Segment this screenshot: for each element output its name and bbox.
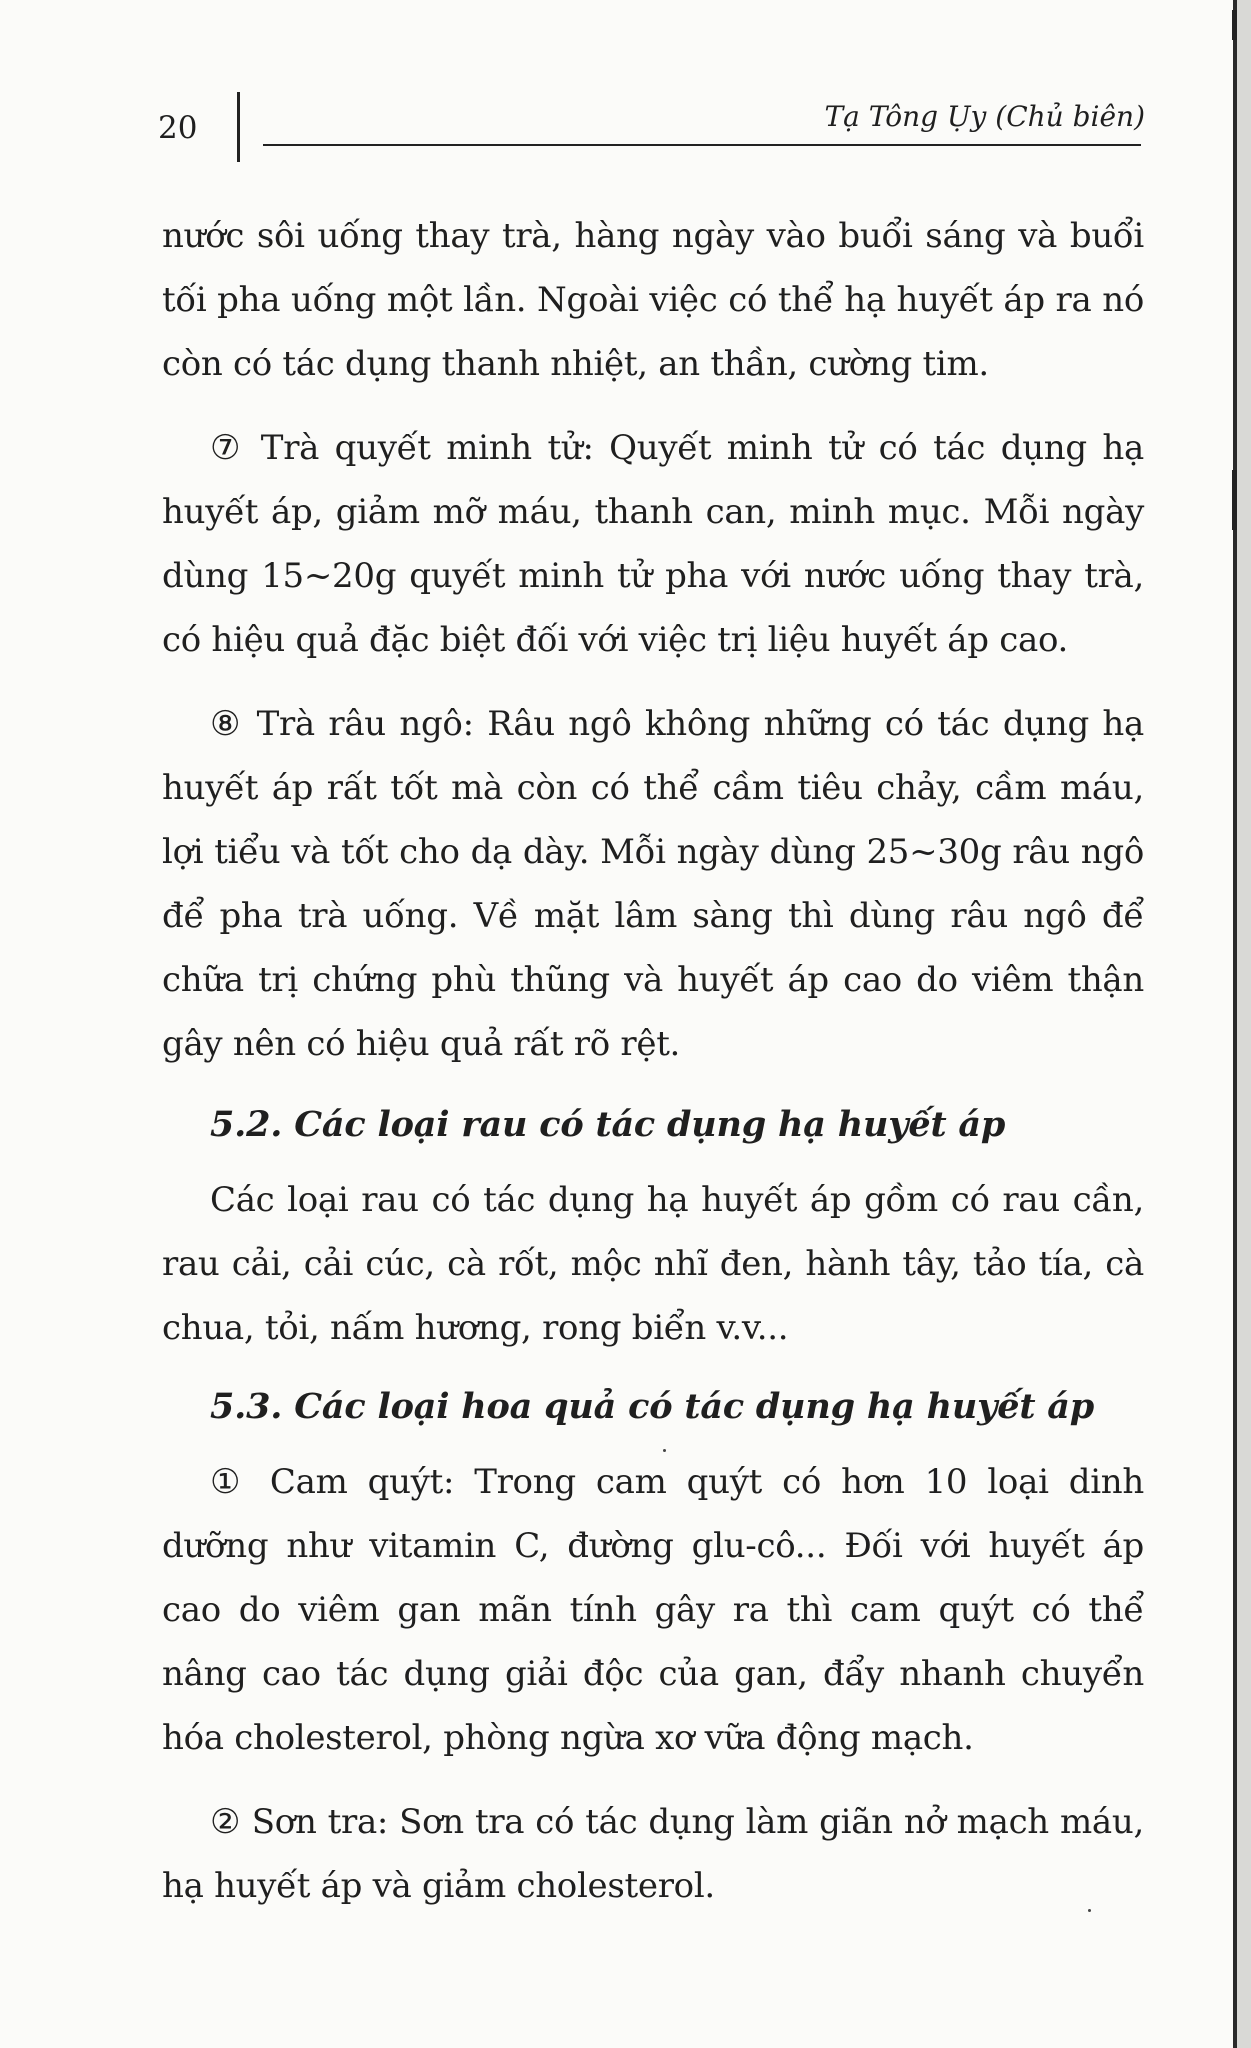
page-body <box>162 204 1144 1938</box>
page-edge-shadow <box>1237 0 1251 2048</box>
paragraph-item-7: ⑦ Trà quyết minh tử: Quyết minh tử có tác dụng hạ huyết áp, giảm mỡ máu, thanh can, minh mục. Mỗi ngày dùng 15~20g quyết minh tử pha với nước uống thay trà, có hiệu quả đặc biệt đối với việc trị liệu huyết áp cao. <box>162 428 1144 660</box>
paragraph-fruit-1: ① Cam quýt: Trong cam quýt có hơn 10 loại dinh dưỡng như vitamin C, đường glu-cô... Đối với huyết áp cao do viêm gan mãn tính gây ra thì cam quýt có thể nâng cao tác dụng giải độc của gan, đẩy nhanh chuyển hóa cholesterol, phòng ngừa xơ vữa động mạch. <box>162 1462 1144 1758</box>
print-speck <box>663 1449 666 1452</box>
paragraph-continuation: nước sôi uống thay trà, hàng ngày vào buổi sáng và buổi tối pha uống một lần. Ngoài việc có thể hạ huyết áp ra nó còn có tác dụng thanh nhiệt, an thần, cường tim. <box>162 216 1144 384</box>
running-head: Tạ Tông Ụy (Chủ biên) <box>824 100 1145 133</box>
paragraph-fruit-2: ② Sơn tra: Sơn tra có tác dụng làm giãn nở mạch máu, hạ huyết áp và giảm cholesterol. <box>162 1802 1144 1906</box>
section-heading-5-2: 5.2. Các loại rau có tác dụng hạ huyết áp <box>210 1104 1006 1145</box>
edge-mark <box>1232 10 1237 40</box>
paragraph-item-8: ⑧ Trà râu ngô: Râu ngô không những có tác dụng hạ huyết áp rất tốt mà còn có thể cầm tiêu chảy, cầm máu, lợi tiểu và tốt cho dạ dày. Mỗi ngày dùng 25~30g râu ngô để pha trà uống. Về mặt lâm sàng thì dùng râu ngô để chữa trị chứng phù thũng và huyết áp cao do viêm thận gây nên có hiệu quả rất rõ rệt. <box>162 704 1144 1064</box>
edge-mark <box>1232 470 1237 530</box>
header-divider <box>237 92 240 162</box>
section-heading-5-3: 5.3. Các loại hoa quả có tác dụng hạ huyết áp <box>210 1386 1095 1427</box>
header-rule <box>263 144 1141 146</box>
page-header <box>0 100 1251 170</box>
print-speck <box>1088 1909 1091 1912</box>
page-number: 20 <box>158 110 198 146</box>
paragraph-vegetables: Các loại rau có tác dụng hạ huyết áp gồm có rau cần, rau cải, cải cúc, cà rốt, mộc nhĩ đen, hành tây, tảo tía, cà chua, tỏi, nấm hương, rong biển v.v... <box>162 1180 1144 1348</box>
page-edge-line <box>1233 0 1237 2048</box>
